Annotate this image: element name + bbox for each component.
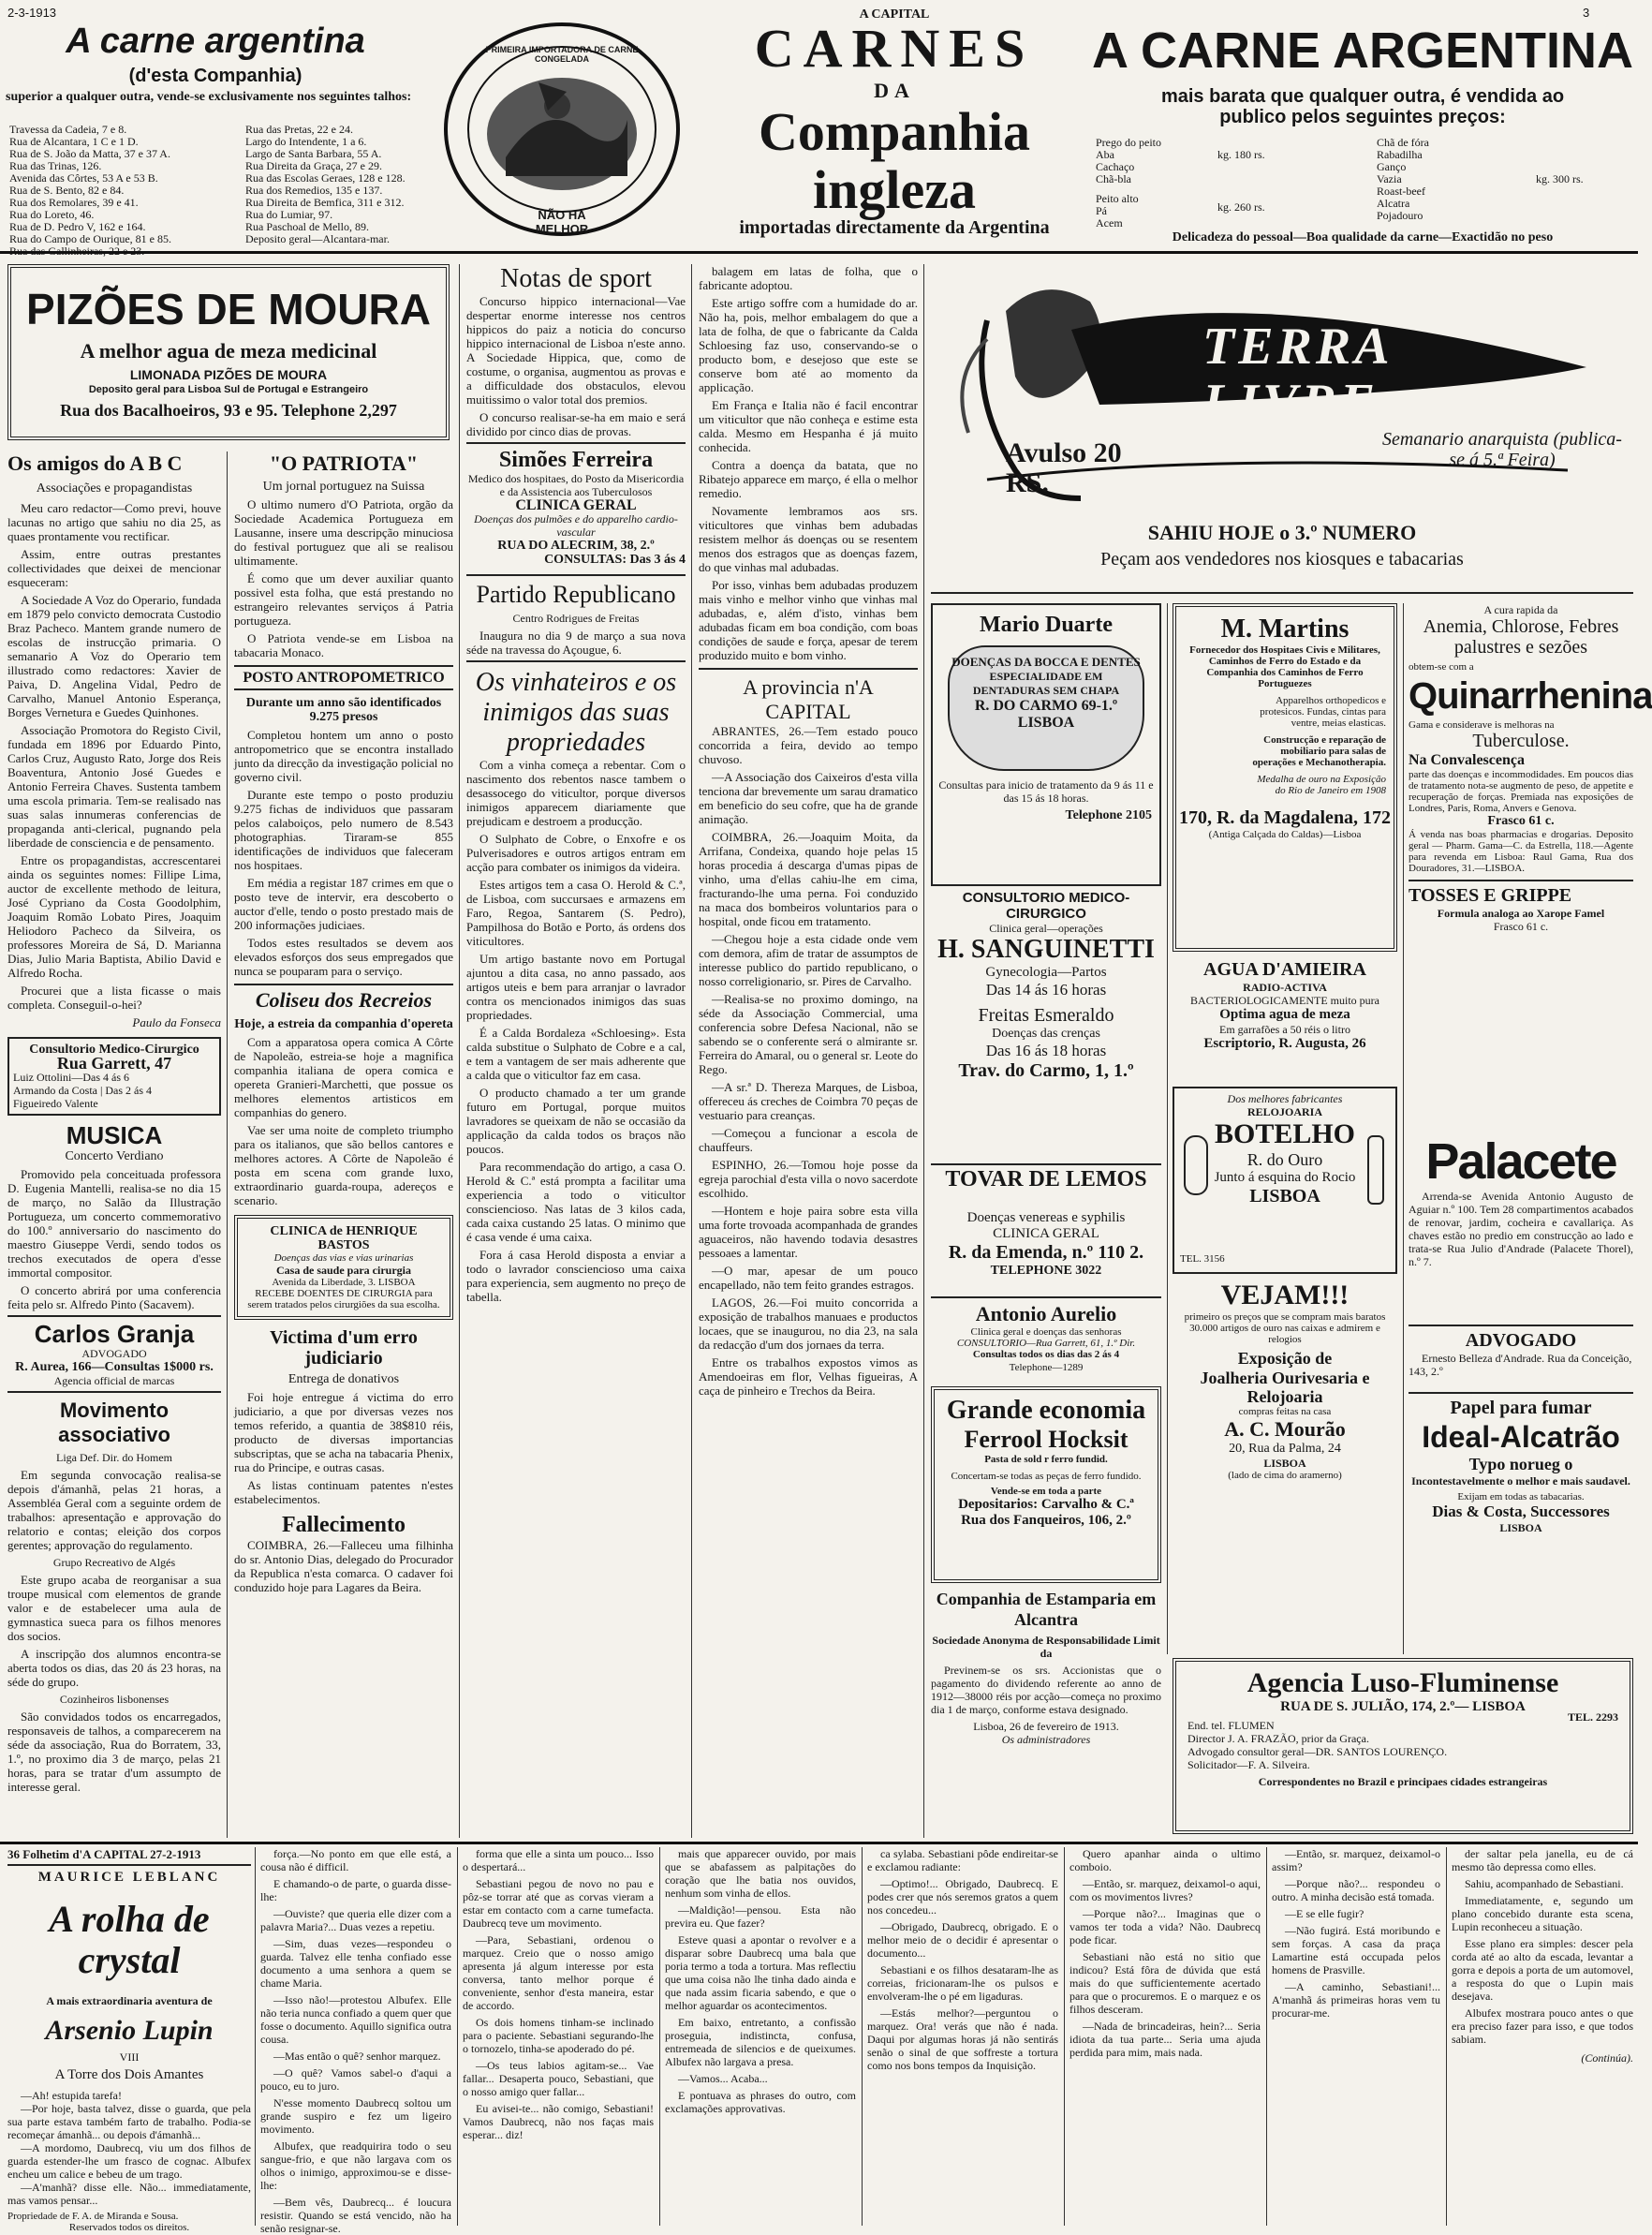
mario-l2: ESPECIALIDADE EM DENTADURAS SEM CHAPA (972, 670, 1120, 697)
posto-header (234, 665, 453, 690)
terra-livre-ad (931, 264, 1633, 601)
aurelio-l1: Clinica geral e doenças das senhoras (970, 1326, 1122, 1338)
folhetim-author: MAURICE LEBLANC (37, 1870, 221, 1885)
quina-l2: Anemia, Chlorose, Febres palustres e sezões (1423, 616, 1619, 658)
consultorio-l2: Gynecologia—Partos (985, 965, 1107, 980)
streets-list-b (245, 124, 433, 245)
companhia-title: Companhia ingleza (758, 101, 1031, 220)
amigos-sig: Paulo da Fonseca (132, 1015, 221, 1029)
price-c: kg. 300 rs. (1536, 172, 1584, 185)
folhetim-hero: Arsenio Lupin (45, 2015, 214, 2046)
martins-addr2: (Antiga Calçada do Caldas)—Lisboa (1208, 829, 1362, 840)
tovar-l2: CLINICA GERAL (993, 1226, 1099, 1241)
amieira-title: AGUA D'AMIEIRA (1203, 959, 1366, 980)
pizoes-l4: Rua dos Bacalhoeiros, 93 e 95. Telephone 2,297 (60, 401, 397, 420)
street-item: Rua do Campo de Ourique, 81 e 85. (9, 232, 171, 245)
palacete-name: Palacete (1425, 1133, 1616, 1190)
folhetim-col-2: forma que elle a sinta um pouco... Isso o despertará... Sebastiani pegou de novo no pau e pôz-se torrar até que as corvas vieram a estar em contacto com a carne tumefacta. Daubrecq teve um movimento. —Para, Sebastiani, ordenou o marquez. Creio que o nosso amigo apresenta já algum interesse por esta conversa, tanto melhor porque é conveniente, senhor d'esta maneira, estar de accordo. Os dois homens tinham-se inclinado para o paciente. Sebastiani segurando-lhe o tornozelo, tinha-se apoderado do pé. —Os teus labios agitam-se... Vae fallar... Desaperta pouco, Sebastiani, que o nosso amigo quer fallar... Eu avisei-te... não comigo, Sebastiani! Vamos Daubrecq, não nos faças mais esperar... diz! (463, 1847, 654, 2141)
price-cut-item: Vazia (1377, 172, 1402, 185)
folhetim-title: A rolha de crystal (49, 1898, 210, 1981)
consultorio-title: CONSULTORIO MEDICO-CIRURGICO (962, 890, 1130, 922)
victima-title: Victima d'um erro judiciario (270, 1327, 418, 1369)
pizoes-ad (7, 264, 450, 440)
folhetim-col-5: Quero apanhar ainda o ultimo comboio. —Então, sr. marquez, deixamol-o aqui, com os movimentos livres? —Porque não?... Imaginas que o vamos ter toda a vida? Não. Daubrecq pode ficar. Sebastiani não está no sitio que indicou? Está fôra de dúvida que está mais do que sufficientemente acertado para que o procuremos. E o marquez e os filhos desceram. —Nada de brincadeiras, hein?... Seria idiota da tua parte... Seria uma ajuda perdida para mim, mais nada. (1069, 1847, 1261, 2059)
movimento-s1: Liga Def. Dir. do Homem (56, 1451, 172, 1464)
folhetim-prop: Propriedade de F. A. de Miranda e Sousa. (7, 2211, 179, 2222)
pizoes-l2: LIMONADA PIZÕES DE MOURA (129, 367, 328, 382)
street-item: Rua Paschoal de Mello, 89. (245, 220, 369, 233)
clock-icon (1367, 1135, 1384, 1205)
tovar-name: TOVAR DE LEMOS (945, 1167, 1147, 1192)
price-cut-item: Alcatra (1377, 197, 1410, 210)
estamparia-sig: Os administradores (1001, 1733, 1091, 1746)
price-cut-item: Pojadouro (1377, 209, 1423, 222)
tovar-l1: Doenças venereas e syphilis (966, 1210, 1126, 1225)
amieira-l5: Escriptorio, R. Augusta, 26 (1203, 1036, 1366, 1051)
quina-l7: Frasco 61 c. (1487, 814, 1555, 828)
street-item: Rua do Loreto, 46. (9, 208, 95, 221)
coliseu-title: Coliseu dos Recreios (255, 988, 433, 1012)
streets-list-a (9, 124, 243, 258)
price-cut-item: Prego do peito (1096, 136, 1161, 149)
consultorio-addr: Trav. do Carmo, 1, 1.º (958, 1060, 1134, 1081)
patriota-sub: Um jornal portuguez na Suissa (262, 480, 425, 494)
mario-l6: Telephone 2105 (1065, 808, 1152, 822)
martins-l1: Fornecedor dos Hospitaes Civis e Militares, Caminhos de Ferro do Estado e da Companhia dos Caminhos de Ferro Portuguezes (1189, 644, 1380, 689)
folhetim-head: 36 Folhetim d'A CAPITAL 27-2-1913 (7, 1847, 201, 1861)
price-cut-item: Aba (1096, 148, 1114, 161)
carnes-title: CARNES (754, 18, 1035, 79)
economia-addr: Rua dos Fanqueiros, 106, 2.º (961, 1513, 1131, 1528)
price-cut-item: Acem (1096, 216, 1123, 229)
street-item: Rua das Pretas, 22 e 24. (245, 123, 353, 136)
papel-l2: Exijam em todas as tabacarias. (1457, 1491, 1585, 1502)
street-item: Rua Direita da Graça, 27 e 29. (245, 159, 382, 172)
advogado-text: Ernesto Belleza d'Andrade. Rua da Conceição, 143, 2.º (1409, 1352, 1632, 1378)
quina-l1: A cura rapida da (1483, 603, 1558, 616)
street-item: Rua do Lumiar, 97. (245, 208, 333, 221)
terra-price: Avulso 20 RS. (1006, 437, 1122, 498)
amieira-l3: Optima agua de meza (1219, 1007, 1350, 1022)
botelho-l1: Dos melhores fabricantes (1227, 1092, 1343, 1105)
street-item: Rua de Alcantara, 1 C e 1 D. (9, 135, 139, 148)
partido-title: Partido Republicano (476, 581, 676, 608)
simoes-name: Simões Ferreira (498, 448, 654, 472)
street-item: Rua das Trinas, 126. (9, 159, 102, 172)
granja-addr: R. Aurea, 166—Consultas 1$000 rs. (15, 1360, 214, 1374)
street-item: Rua de S. Bento, 82 e 84. (9, 184, 125, 197)
palacete-ad (1409, 1133, 1633, 1321)
mario-l4: LISBOA (1017, 715, 1075, 731)
quina-l6: Na Convalescença (1409, 752, 1525, 768)
granja-ad (7, 1315, 221, 1393)
papel-l1: Incontestavelmente o melhor e mais saudavel. (1411, 1474, 1630, 1488)
simoes-addr: RUA DO ALECRIM, 38, 2.º (497, 539, 655, 553)
terra-title: TERRA LIVRE (1202, 318, 1391, 432)
economia-l2: Vende-se em toda a parte (990, 1486, 1102, 1497)
street-item: Rua das Escolas Geraes, 128 e 128. (245, 171, 406, 185)
hbastos-l1: Doenças das vias e vias urinarias (273, 1252, 414, 1264)
aurelio-name: Antonio Aurelio (975, 1302, 1117, 1325)
simoes-l1: Medico dos hospitaes, do Posto da Misericordia e da Assistencia aos Tuberculosos (467, 472, 685, 498)
price-b: kg. 260 rs. (1217, 200, 1265, 214)
agencia-tel: TEL. 2293 (1567, 1710, 1618, 1724)
consultorio-l3: Das 14 ás 16 horas (985, 981, 1107, 999)
agencia-title: Agencia Luso-Fluminense (1246, 1667, 1559, 1698)
prices-list-a (1096, 137, 1208, 185)
prices-list-c (1377, 137, 1498, 222)
consultorio-l1: Clinica geral—operações (989, 922, 1103, 935)
vejam-l1: primeiro os preços que se compram mais baratos 30.000 artigos de ouro nas caixas e admirem e relogios (1184, 1311, 1386, 1345)
agencia-l2: Director J. A. FRAZÃO, prior da Graça. (1187, 1732, 1369, 1745)
agencia-l4: Solicitador—F. A. Silveira. (1187, 1758, 1310, 1771)
street-item: Travessa da Cadeia, 7 e 8. (9, 123, 127, 136)
folhetim-continua: (Continúa). (1581, 2051, 1633, 2065)
martins-l4: Medalha de ouro na Exposição do Rio de Janeiro em 1908 (1257, 774, 1386, 796)
ottolini-ad (7, 1037, 221, 1116)
street-item: Rua dos Remolares, 39 e 41. (9, 196, 139, 209)
street-item: Rua de D. Pedro V, 162 e 164. (9, 220, 146, 233)
vejam-addr: 20, Rua da Palma, 24 (1229, 1442, 1341, 1456)
pizoes-l1: A melhor agua de meza medicinal (80, 339, 377, 363)
granja-sub: ADVOGADO (81, 1347, 147, 1360)
agencia-l1: End. tel. FLUMEN (1187, 1719, 1275, 1732)
amigos-sub: Associações e propagandistas (36, 481, 193, 496)
posto-title: POSTO ANTROPOMETRICO (243, 670, 445, 686)
granja-l1: Agencia official de marcas (53, 1374, 175, 1387)
estamparia-title: Companhia de Estamparia em Alcantra (936, 1590, 1157, 1629)
martins-l3: Construcção e reparação de mobiliario para salas de operações e Mechanotherapia. (1252, 734, 1386, 768)
hbastos-title: CLINICA de HENRIQUE BASTOS (270, 1224, 418, 1252)
ottolini-l2: Armando da Costa | Das 2 ás 4 (13, 1084, 153, 1097)
amieira-l2: BACTERIOLOGICAMENTE muito pura (1190, 994, 1379, 1007)
agencia-l5: Correspondentes no Brazil e principaes cidades estrangeiras (1258, 1775, 1548, 1788)
street-item: Largo de Santa Barbara, 55 A. (245, 147, 382, 160)
ottolini-title: Consultorio Medico-Cirurgico (29, 1043, 199, 1057)
posto-sub: Durante um anno são identificados 9.275 presos (245, 696, 442, 724)
seal-top-text: PRIMEIRA IMPORTADORA DE CARNE CONGELADA (485, 45, 639, 64)
estamparia-ad (931, 1589, 1161, 1836)
vejam-l2: Exposição de (1237, 1349, 1333, 1368)
consultorio-l5: Das 16 ás 18 horas (985, 1042, 1107, 1059)
column-4: balagem em latas de folha, que o fabricante adoptou. Este artigo soffre com a humidade do ar. Não ha, pois, melhor embalagem do que a lata de folha, de que o fabricante da Calda Schloesing faz uso, conservando-se o producto bom, e desejoso que este se conserve bom até ao momento da applicação. Em França e Italia não é facil encontrar um viticultor que não conheça e estime esta calda. Mesmo em Hespanha é já muito conhecida. Contra a doença da batata, que no Ribatejo apparece em março, é ella o melhor remedio. Novamente lembramos aos srs. viticultores que vinhas bem adubadas resistem melhor ás doenças ou se resentem menos dos estragos que as doenças fazem, do que vinhas mal adubadas. Por isso, vinhas bem adubadas produzem mais vinho e melhor vinho que vinhas mal adubadas, e, além d'isto, vinhas bem adubadas ficam em boa condição, com boas condições de saude e força, apesar de terem produzido muito e bom vinho. A provincia n'A CAPITAL ABRANTES, 26.—Tem estado pouco concorrida a feira, devido ao tempo chuvoso. —A Associação dos Caixeiros d'esta villa tenciona dar brevemente um sarau dramatico em beneficio do seu cofre, que ha de grande animação. COIMBRA, 26.—Joaquim Moita, da Arrifana, Condeixa, quando hoje pelas 15 horas procedia á descarga d'umas pipas de vinho, uma d'ellas cahiu-lhe em cima, fracturando-lhe uma perna. Foi conduzido na maca dos bombeiros voluntarios para o hospital, onde ficou em tratamento. —Chegou hoje a esta cidade onde vem com demora, afim de tratar de assumptos de interesse publico do partido republicano, o nosso correligionario, sr. Pires de Carvalho. —Realisa-se no proximo domingo, na séde da Associação Commercial, uma conferencia sobre Defesa Nacional, não se sabendo se o conferente será o almirante sr. Ferreira do Amaral, ou o general sr. Leote do Rego. —A sr.ª D. Thereza Marques, de Lisboa, offereceu ás creches de Coimbra 70 peças de vestuario para creanças. —Começou a funcionar a escola de chauffeurs. ESPINHO, 26.—Tomou hoje posse da egreja parochial d'esta villa o novo sacerdote escolhido. —Hontem e hoje paira sobre esta villa uma forte trovoada acompanhada de grandes aguaceiros, não havendo todavia desastres pessoaes a lamentar. —O mar, apesar de um pouco encapellado, não tem feito grandes estragos. LAGOS, 26.—Foi muito concorrida a exposição de trabalhos manuaes e productos locaes, que se inaugurou, no dia 23, na sala da redacção d'um dos jornaes da terra. Entre os trabalhos expostos vimos as Amendoeiras em flor, Velhas figueiras, A caça de pinheiro e Trechos da Beira. (699, 264, 918, 1398)
left-ad-sub: (d'esta Companhia) (128, 66, 302, 86)
quina-l5: Tuberculose. (1472, 731, 1570, 751)
mario-ad (931, 603, 1161, 886)
column-1: Os amigos do A B C Associações e propagandistas Meu caro redactor—Como previ, houve lacunas no artigo que sahiu no dia 25, as quaes prontamente vou rectificar. Assim, entre outras prestantes collectividades que deixei de mencionar esqueceram: A Sociedade A Voz do Operario, fundada em 1879 pelo convicto democrata Custodio Braz Pacheco. Mantem grande numero de escolas de instrucção primaria. O semanario A Voz do Operario tem illustrado como redactores: Xavier de Paiva, D. Angelina Vidal, Pedro de Carvalho, Manuel Antonio Esperança, Borges Vernetura e Guedes Quinhones. Associação Promotora do Registo Civil, fundada em 1896 por Eduardo Pinto, Carlos Cruz, Augusto Rato, Jorge dos Reis Boaventura, Antonio José Guedes e Antonio Ferreira Chaves. Sustenta tambem uma escola primaria. Tem-se realisado nas suas salas innumeras conferencias de propaganda anti-clerical, pugnando pela liberdade de consciencia e de pensamento. Entre os propagandistas, accrescentarei ainda os seguintes nomes: Fillipe Lima, auctor de excellente methodo de leitura, José Cypriano da Costa Goodolphim, Joaquim Romão Lobato Pires, Joaquim Heliodoro Pacheco da Silveira, os professores Moreira de Sá, D. Marianna Dias, Julio Maria Baptista, Abilio David e Alfredo Rocha. Procurei que a lista ficasse o mais completa. Conseguil-o-hei? Paulo da Fonseca Consultorio Medico-Cirurgico Rua Garrett, 47 Luiz Ottolini—Das 4 ás 6 Armando da Costa | Das 2 ás 4 Figueiredo Valente MUSICA Concerto Verdiano Promovido pela conceituada professora D. Eugenia Mantelli, realisa-se no dia 15 de março, no Salão da Illustração Portugueza, um concerto commemorativo do 100.º anniversario do nascimento do maestro Giuseppe Verdi, sendo todos os trechos executados de opera d'esse immortal compositor. O concerto abrirá por uma conferencia feita pelo sr. Alfredo Pinto (Sacavem). Carlos Granja ADVOGADO R. Aurea, 166—Consultas 1$000 rs. Agencia official de marcas Movimento associativo Liga Def. Dir. do Homem Em segunda convocação realisa-se depois d'ámanhã, pelas 21 horas, a Assembléa Geral com a seguinte ordem de trabalhos: apresentação e approvação do relatorio e contas; eleição dos corpos gerentes; approvação do regulamento. Grupo Recreativo de Algés Este grupo acaba de reorganisar a sua troupe musical com elementos de grande valor e de estabelecer uma aula de gymnastica sueca para os filhos menores dos socios. A inscripção dos alumnos encontra-se aberta todos os dias, das 20 ás 23 horas, na séde do grupo. Cozinheiros lisbonenses São convidados todos os encarregados, responsaveis de talhos, a comparecerem na séde da associação, Rua do Borratem, 33, 1.º, no proximo dia 3 de março, pelas 21 horas, para se tratar d'um assumpto de interesse geral. (7, 451, 221, 1794)
palacete-text: Arrenda-se Avenida Antonio Augusto de Aguiar n.º 100. Tem 28 compartimentos acabados de renovar, jardim, cocheira e cavallariça. As chaves estão no predio em construcção ao lado e trata-se Rua Julio d'Andrade (Palacete Thorel), n.º 7. (1409, 1190, 1633, 1268)
vejam-ad (1173, 1280, 1397, 1544)
folhetim-title-block: MAURICE LEBLANC A rolha de crystal A mais extraordinaria aventura de Arsenio Lupin VIII A Torre dos Dois Amantes —Ah! estupida tarefa! —Por hoje, basta talvez, disse o guarda, que pela sua parte estava também farto de trabalho. Podia-se recomeçar ámanhã... ou depois d'ámanhã... —A mordomo, Daubrecq, viu um dos filhos de guarda estender-lhe um frasco de cognac. Albufex encheu um calice e bebeu de um trago. —A'manhã? disse elle. Não... immediatamente, mas vamos pensar... Propriedade de F. A. de Miranda e Sousa. Reservados todos os direitos. (7, 1870, 251, 2233)
tovar-addr: R. da Emenda, n.º 110 2. (948, 1242, 1144, 1263)
a-capital-label: A CAPITAL (859, 7, 930, 22)
papel-sub: Typo norueg o (1468, 1455, 1573, 1473)
amigos-title: Os amigos do A B C (7, 451, 183, 475)
botelho-tel: TEL. 3156 (1180, 1253, 1225, 1265)
ottolini-l3: Figueiredo Valente (13, 1097, 98, 1110)
tooth-illustration (948, 645, 1144, 771)
quina-ad: A cura rapida da Anemia, Chlorose, Febres palustres e sezões obtem-se com a Quinarrhenina Gama e considerave is melhoras na Tuberculose. Na Convalescença parte das doenças e incommodidades. Em poucos dias de tratamento nota-se augmento de peso, de appetite e recuperação de forças. Premiada nas exposições de Londres, Paris, Roma, Anvers e Genova. Frasco 61 c. Á venda nas boas pharmacias e drogarias. Deposito geral — Pharm. Gama—C. da Estrella, 118.—Agente para revenda em Lisboa: Raul Gama, Rua dos Douradores, 31.—LISBOA. TOSSES E GRIPPE Formula analoga ao Xarope Famel Frasco 61 c. (1409, 603, 1652, 933)
price-cut-item: Cachaço (1096, 160, 1135, 173)
papel-title: Papel para fumar (1450, 1398, 1592, 1418)
agencia-l3: Advogado consultor geral—DR. SANTOS LOURENÇO. (1187, 1745, 1448, 1758)
amieira-l4: Em garrafões a 50 réis o litro (1219, 1023, 1350, 1036)
ottolini-addr: Rua Garrett, 47 (56, 1054, 172, 1073)
vinhateiros-header (466, 660, 686, 758)
papel-firm: Dias & Costa, Successores (1432, 1502, 1610, 1520)
page-date: 2-3-1913 (7, 6, 57, 20)
street-item: Rua Direita de Bemfica, 311 e 312. (245, 196, 405, 209)
simoes-l4: CONSULTAS: Das 3 ás 4 (544, 553, 686, 567)
vejam-title: VEJAM!!! (1220, 1280, 1350, 1310)
botelho-l5: LISBOA (1249, 1186, 1320, 1206)
economia-sub: Pasta de sold r ferro fundid. (984, 1454, 1108, 1465)
hbastos-l2: Casa de saude para cirurgia (276, 1264, 411, 1277)
botelho-l2: RELOJOARIA (1246, 1105, 1322, 1118)
economia-name: Ferrool Hocksit (964, 1426, 1128, 1453)
vinhateiros-title: Os vinhateiros e os inimigos das suas propriedades (475, 668, 677, 757)
folhetim-col-1: força.—No ponto em que elle está, a cousa não é difficil. E chamando-o de parte, o guarda disse-lhe: —Ouviste? que queria elle dizer com a palavra Maria?... Duas vezes a repetiu. —Sim, duas vezes—respondeu o guarda. Talvez elle tenha confiado esse documento a uma senhora a quem se chame Maria. —Isso não!—protestou Albufex. Elle não teria nunca confiado a quem quer que fosse o documento. Aquillo significa outra cousa. —Mas então o quê? senhor marquez. —O quê? Vamos sabel-o d'aqui a pouco, eu to juro. N'esse momento Daubrecq soltou um grande suspiro e fez um ligeiro movimento. Albufex, que readquirira todo o seu sangue-frio, e que não largava com os olhos o inimigo, approximou-se e disse-lhe: —Bem vês, Daubrecq... é loucura resistir. Quando se está vencido, não ha senão resignar-se. (260, 1847, 451, 2235)
right-ad-title: A CARNE ARGENTINA (1092, 22, 1633, 79)
folhetim-col-7: der saltar pela janella, eu de cá mesmo tão depressa como elles. Sahiu, acompanhado de Sebastiani. Immediatamente, e, segundo um plano concebido durante esta scena, Lupin reconheceu a situação. Esse plano era simples: descer pela corda até ao alto da escada, levantar a gorra e depois a porta de um automovel, a resposta do que o Lupin mais desejava. Albufex mostrara pouco antes o que era preciso fazer para isso, e que todos sabiam. (Continúa). (1452, 1847, 1633, 2065)
mario-l1: DOENÇAS DA BOCCA E DENTES (951, 655, 1141, 669)
economia-title: Grande economia (946, 1396, 1146, 1425)
papel-name: Ideal-Alcatrão (1422, 1420, 1620, 1454)
right-ad-sub2: publico pelos seguintes preços: (1219, 107, 1506, 127)
terra-l1: SAHIU HOJE o 3.º NUMERO (1147, 521, 1417, 544)
coliseu-sub: Hoje, a estreia da companhia d'opereta (234, 1017, 453, 1031)
botelho-l4: Junto á esquina do Rocio (1214, 1170, 1356, 1185)
amieira-l1: RADIO-ACTIVA (1243, 981, 1327, 994)
street-item: Rua de S. João da Matta, 37 e 37 A. (9, 147, 170, 160)
folhetim-col-3: mais que apparecer ouvido, por mais que se abafassem as palpitações do coração que lhe batia nos ouvidos, nenhum som vinha de ellos. —Maldição!—pensou. Esta não previra eu. Que fazer? Esteve quasi a apontar o revolver e a disparar sobre Daubrecq uma bala que poria termo a toda a tortura. Mas reflectiu que uma coisa não lhe tinha dado ainda e que nada assim ficaria sabendo, e que o melhor aguardar os acontecimentos. Em baixo, entretanto, a confissão proseguia, indistincta, confusa, entremeada de silencios e de queixumes. Albufex não largava a presa. —Vamos... Acaba... E pontuava as phrases do outro, com exclamações approvativas. (665, 1847, 856, 2115)
provincia-title: A provincia n'A CAPITAL (743, 675, 874, 723)
victima-sub: Entrega de donativos (288, 1372, 400, 1386)
folhetim-col-4: ca sylaba. Sebastiani pôde endireitar-se e exclamou radiante: —Optimo!... Obrigado, Daubrecq. E podes crer que nós seremos gratos a quem nos concedeu... —Obrigado, Daubrecq, obrigado. E o melhor meio de o decidir é apresentar o documento... Sebastiani e os filhos desataram-lhe as correias, fricionaram-lhe os pulsos e envolveram-lhe o pé em ligaduras. —Estás melhor?—perguntou o marquez. Ora! verás que não é nada. Daqui por algumas horas já não sentirás senão o sinal de que soffreste a tortura como nos bons tempos da Inquisição. (867, 1847, 1058, 2072)
column-2: "O PATRIOTA" Um jornal portuguez na Suissa O ultimo numero d'O Patriota, orgão da Sociedade Academica Portugueza em Lausanne, insere uma descripção minuciosa do festival portuguez que ali se realisou ultimamente. É como que um dever auxiliar quanto possivel esta folha, que está prestando no estrangeiro relevantes serviços á Patria portugueza. O Patriota vende-se em Lisboa na tabacaria Monaco. POSTO ANTROPOMETRICO Durante um anno são identificados 9.275 presos Completou hontem um anno o posto antropometrico que se encontra installado junto da direcção da investigação policial no governo civil. Durante este tempo o posto produziu 9.275 fichas de individuos que passaram pelos calaboiços, pelo numero de 8.543 photographias. Tiraram-se 855 identificações de individuos que faleceram nos hospitaes. Em média a registar 187 crimes em que o posto teve de intervir, era descoberto o auctor d'elle, tendo o posto prestado mais de 200 informações judiciaes. Todos estes resultados se devem aos elevados esforços dos seus empregados que nunca se pouparam para o serviço. Coliseu dos Recreios Hoje, a estreia da companhia d'opereta Com a apparatosa opera comica A Côrte de Napoleão, estreia-se hoje a magnifica companhia italiana de opera comica e opereta Granieri-Marchetti, que possue os melhores elementos artisticos em companhias do genero. Vae ser uma noite de completo triumpho para os italianos, que são bellos cantores e melhores actores. A Côrte de Napoleão é posta em scena com grande luxo, extraordinario guarda-roupa, adereços e scenario. CLINICA de HENRIQUE BASTOS Doenças das vias e vias urinarias Casa de saude para cirurgia Avenida da Liberdade, 3. LISBOA RECEBE DOENTES DE CIRURGIA para serem tratados pelos cirurgiões da sua escolha. Victima d'um erro judiciario Entrega de donativos Foi hoje entregue á victima do erro judiciario, a que por diversas vezes nos temos referido, a quantia de 38$810 réis, producto de diversas importancias subscriptas, que se acha na tabacaria Phenix, rua do Principe, e outras casas. As listas continuam patentes n'estes estabelecimentos. Fallecimento COIMBRA, 26.—Falleceu uma filhinha do sr. Antonio Dias, delegado do Procurador da Republica n'esta comarca. O cadaver foi conduzido hoje para Lagares da Beira. (234, 451, 453, 1594)
simoes-l2: CLINICA GERAL (515, 497, 637, 513)
botelho-l3: R. do Ouro (1246, 1150, 1323, 1169)
quina-l11: Frasco 61 c. (1493, 920, 1549, 933)
agencia-ad (1173, 1658, 1633, 1834)
pizoes-title: PIZÕES DE MOURA (26, 285, 431, 333)
companhia-sub: importadas directamente da Argentina (739, 217, 1050, 238)
movimento-s3: Cozinheiros lisbonenses (59, 1693, 170, 1706)
right-ad-footer: Delicadeza do pessoal—Boa qualidade da carne—Exactidão no peso (1172, 230, 1554, 244)
estamparia-sub: Sociedade Anonyma de Responsabilidade Limit da (932, 1634, 1160, 1660)
provincia-header (699, 668, 918, 724)
da-label: DA (874, 79, 915, 102)
consultorio-l4: Doenças das crenças (992, 1027, 1100, 1041)
pocket-watch-icon (1184, 1135, 1208, 1195)
partido-header (466, 574, 686, 625)
sport-title: Notas de sport (500, 264, 652, 293)
musica-title: MUSICA (66, 1121, 163, 1149)
quina-l4: Gama e considerave is melhoras na (1409, 719, 1555, 731)
quina-name: Quinarrhenina (1409, 675, 1652, 717)
aurelio-tel: Telephone—1289 (1009, 1362, 1084, 1373)
advogado-ad (1409, 1325, 1633, 1392)
hbastos-l3: Avenida da Liberdade, 3. LISBOA (272, 1277, 416, 1288)
agencia-addr: RUA DE S. JULIÃO, 174, 2.º— LISBOA (1280, 1699, 1526, 1714)
martins-ad (1173, 603, 1397, 952)
economia-ad (931, 1386, 1161, 1583)
movimento-title: Movimento associativo (58, 1399, 170, 1446)
vejam-city: LISBOA (1263, 1457, 1306, 1470)
hbastos-ad (234, 1215, 453, 1320)
coliseu-header (234, 984, 453, 1012)
vejam-l5: (lado de cima do aramerno) (1228, 1470, 1342, 1481)
price-cut-item: Peito alto (1096, 192, 1139, 205)
aurelio-l3: Consultas todos os dias das 2 ás 4 (972, 1349, 1120, 1360)
martins-name: M. Martins (1220, 614, 1350, 644)
quina-l10: Formula analoga ao Xarope Famel (1437, 907, 1605, 920)
price-cut-item: Ganço (1377, 160, 1407, 173)
consultorio-ad (931, 890, 1161, 1208)
patriota-title: "O PATRIOTA" (269, 451, 419, 475)
consultorio-name: H. SANGUINETTI (937, 935, 1155, 964)
vejam-l4: compras feitas na casa (1238, 1406, 1332, 1417)
musica-sub: Concerto Verdiano (65, 1149, 164, 1163)
martins-addr: 170, R. da Magdalena, 172 (1178, 807, 1392, 828)
folhetim-rights: Reservados todos os direitos. (68, 2222, 190, 2233)
price-cut-item: Rabadilha (1377, 148, 1423, 161)
papel-ad (1409, 1392, 1633, 1572)
economia-l3: Depositarios: Carvalho & C.ª (958, 1497, 1134, 1512)
folhetim-part: A Torre dos Dois Amantes (54, 2067, 204, 2082)
vejam-l3: Joalheria Ourivesaria e Relojoaria (1200, 1369, 1370, 1406)
estamparia-date: Lisboa, 26 de fevereiro de 1913. (973, 1720, 1119, 1733)
granja-name: Carlos Granja (34, 1320, 195, 1348)
estamparia-text: Previnem-se os srs. Accionistas que o pagamento do dividendo referente ao anno de 1912—38000 réis por acção—começa no proximo dia 1 de março, conforme estava designado. (931, 1664, 1161, 1716)
tovar-tel: TELEPHONE 3022 (990, 1264, 1102, 1278)
quina-l9: TOSSES E GRIPPE (1409, 880, 1633, 907)
folhetim-chapter: VIII (119, 2050, 140, 2064)
pizoes-l3: Deposito geral para Lisboa Sul de Portugal e Estrangeiro (88, 384, 369, 395)
ottolini-l1: Luiz Ottolini—Das 4 ás 6 (13, 1071, 129, 1084)
quina-l3: obtem-se com a (1409, 661, 1474, 673)
terra-sub: Semanario anarquista (publica-se á 5.ª Feira) (1382, 429, 1622, 470)
amieira-ad (1173, 959, 1397, 1081)
papel-city: LISBOA (1499, 1521, 1542, 1534)
simoes-l3: Doenças dos pulmões e do apparelho cardio-vascular (474, 512, 678, 539)
page-number: 3 (1583, 6, 1590, 20)
advogado-title: ADVOGADO (1465, 1330, 1577, 1351)
mario-l3: R. DO CARMO 69-1.º (974, 698, 1118, 714)
price-a: kg. 180 rs. (1217, 148, 1265, 161)
street-item: Deposito geral—Alcantara-mar. (245, 232, 390, 245)
prices-list-b (1096, 193, 1208, 229)
mario-l5: Consultas para inicio de tratamento da 9 ás 11 e das 15 ás 18 horas. (938, 778, 1154, 805)
martins-l2: Apparelhos orthopedicos e protesicos. Fundas, cintas para ventre, meias elasticas. (1260, 695, 1386, 729)
mario-name: Mario Duarte (980, 613, 1113, 637)
folhetim-col-6: —Então, sr. marquez, deixamol-o assim? —Porque não?... respondeu o outro. A minha decisão está tomada. —E se elle fugir? —Não fugirá. Está moribundo e sem forças. A casa da praça Lamartine está occupada pelos homens de Prasville. —A caminho, Sebastiani!... A'manhã ás primeiras horas vem tu procurar-me. (1272, 1847, 1440, 2020)
left-ad-line: superior a qualquer outra, vende-se exclusivamente nos seguintes talhos: (6, 90, 412, 104)
simoes-ad (466, 442, 686, 570)
seal-bottom-text: NÃO HA MELHOR (535, 208, 589, 236)
botelho-ad (1173, 1087, 1397, 1274)
economia-l1: Concertam-se todas as peças de ferro fundido. (951, 1471, 1142, 1482)
price-cut-item: Pá (1096, 204, 1107, 217)
aurelio-l2: CONSULTORIO—Rua Garrett, 61, 1.º Dir. (956, 1338, 1136, 1349)
street-item: Rua dos Remedios, 135 e 137. (245, 184, 383, 197)
left-ad-title: A carne argentina (66, 22, 365, 61)
street-item: Avenida das Côrtes, 53 A e 53 B. (9, 171, 158, 185)
vejam-name: A. C. Mourão (1224, 1417, 1346, 1441)
folhetim-sub: A mais extraordinaria aventura de (46, 1994, 213, 2007)
movimento-s2: Grupo Recreativo de Algés (52, 1556, 176, 1569)
price-cut-item: Chã-bla (1096, 172, 1131, 185)
price-cut-item: Chã de fóra (1377, 136, 1429, 149)
terra-l2: Peçam aos vendedores nos kiosques e tabacarias (1100, 549, 1464, 570)
price-cut-item: Roast-beef (1377, 185, 1425, 198)
fallecimento-title: Fallecimento (282, 1513, 406, 1537)
right-ad-sub1: mais barata que qualquer outra, é vendida ao (1160, 86, 1565, 107)
street-item: Largo do Intendente, 1 a 6. (245, 135, 367, 148)
tovar-ad (931, 1210, 1161, 1379)
consultorio-name2: Freitas Esmeraldo (978, 1005, 1114, 1026)
hbastos-l4: RECEBE DOENTES DE CIRURGIA para serem tratados pelos cirurgiões da sua escolha. (247, 1288, 440, 1310)
botelho-name: BOTELHO (1214, 1118, 1356, 1149)
column-3: Notas de sport Concurso hippico internacional—Vae despertar enorme interesse nos centros hippicos do paiz a noticia do concurso hippico internacional de Lisboa n'este anno. A Sociedade Hippica, que, como de costume, o organisa, augmentou as provas e a difficuldade dos obstaculos, elevou muitissimo o valor total dos premios. O concurso realisar-se-ha em maio e será dividido por cinco dias de provas. Simões Ferreira Medico dos hospitaes, do Posto da Misericordia e da Assistencia aos Tuberculosos CLINICA GERAL Doenças dos pulmões e do apparelho cardio-vascular RUA DO ALECRIM, 38, 2.º CONSULTAS: Das 3 ás 4 Partido Republicano Centro Rodrigues de Freitas Inaugura no dia 9 de março a sua nova séde na travessa do Açougue, 6. Os vinhateiros e os inimigos das suas propriedades Com a vinha começa a rebentar. Com o nascimento dos rebentos nasce tambem o desassocego do viticultor, porque diversos inimigos apparecem diariamente que prejudicam e destroem a producção. O Sulphato de Cobre, o Enxofre e os Pulverisadores e outros artigos entram em acção para combater os inimigos da videira. Estes artigos tem a casa O. Herold & C.ª, de Lisboa, com succursaes e armazens em Faro, Regoa, Santarem (S. Pedro), Pampilhosa do Botão e Porto, ás ordens dos viticultores. Um artigo bastante novo em Portugal ajuntou a dita casa, no anno passado, aos artigos uteis e bem para arranjar o lavrador contra os mencionados inimigos das suas propriedades. É a Calda Bordaleza «Schloesing». Esta calda substitue o Sulphato de Cobre e a cal, e tem a vantagem de ser mais adherente que a calda que o viticultor faz em casa. O producto chamado a ter um grande futuro em Portugal, porque muitos lavradores se queixam de não se occasião da applicação da calda todos os braços não poucos. Para recommendação do artigo, a casa O. Herold & C.ª está prompta a facilitar uma experiencia a todo o viticultor consciencioso. Nas latas de 3 kilos cada, cada caixa custando 25 latas. O minimo que é casa vende é uma caixa. Fora á casa Herold disposta a enviar a todo o lavrador consciencioso uma caixa para experiencia, sem augmento no preço de tabella. (466, 264, 686, 1304)
partido-sub: Centro Rodrigues de Freitas (512, 612, 640, 625)
